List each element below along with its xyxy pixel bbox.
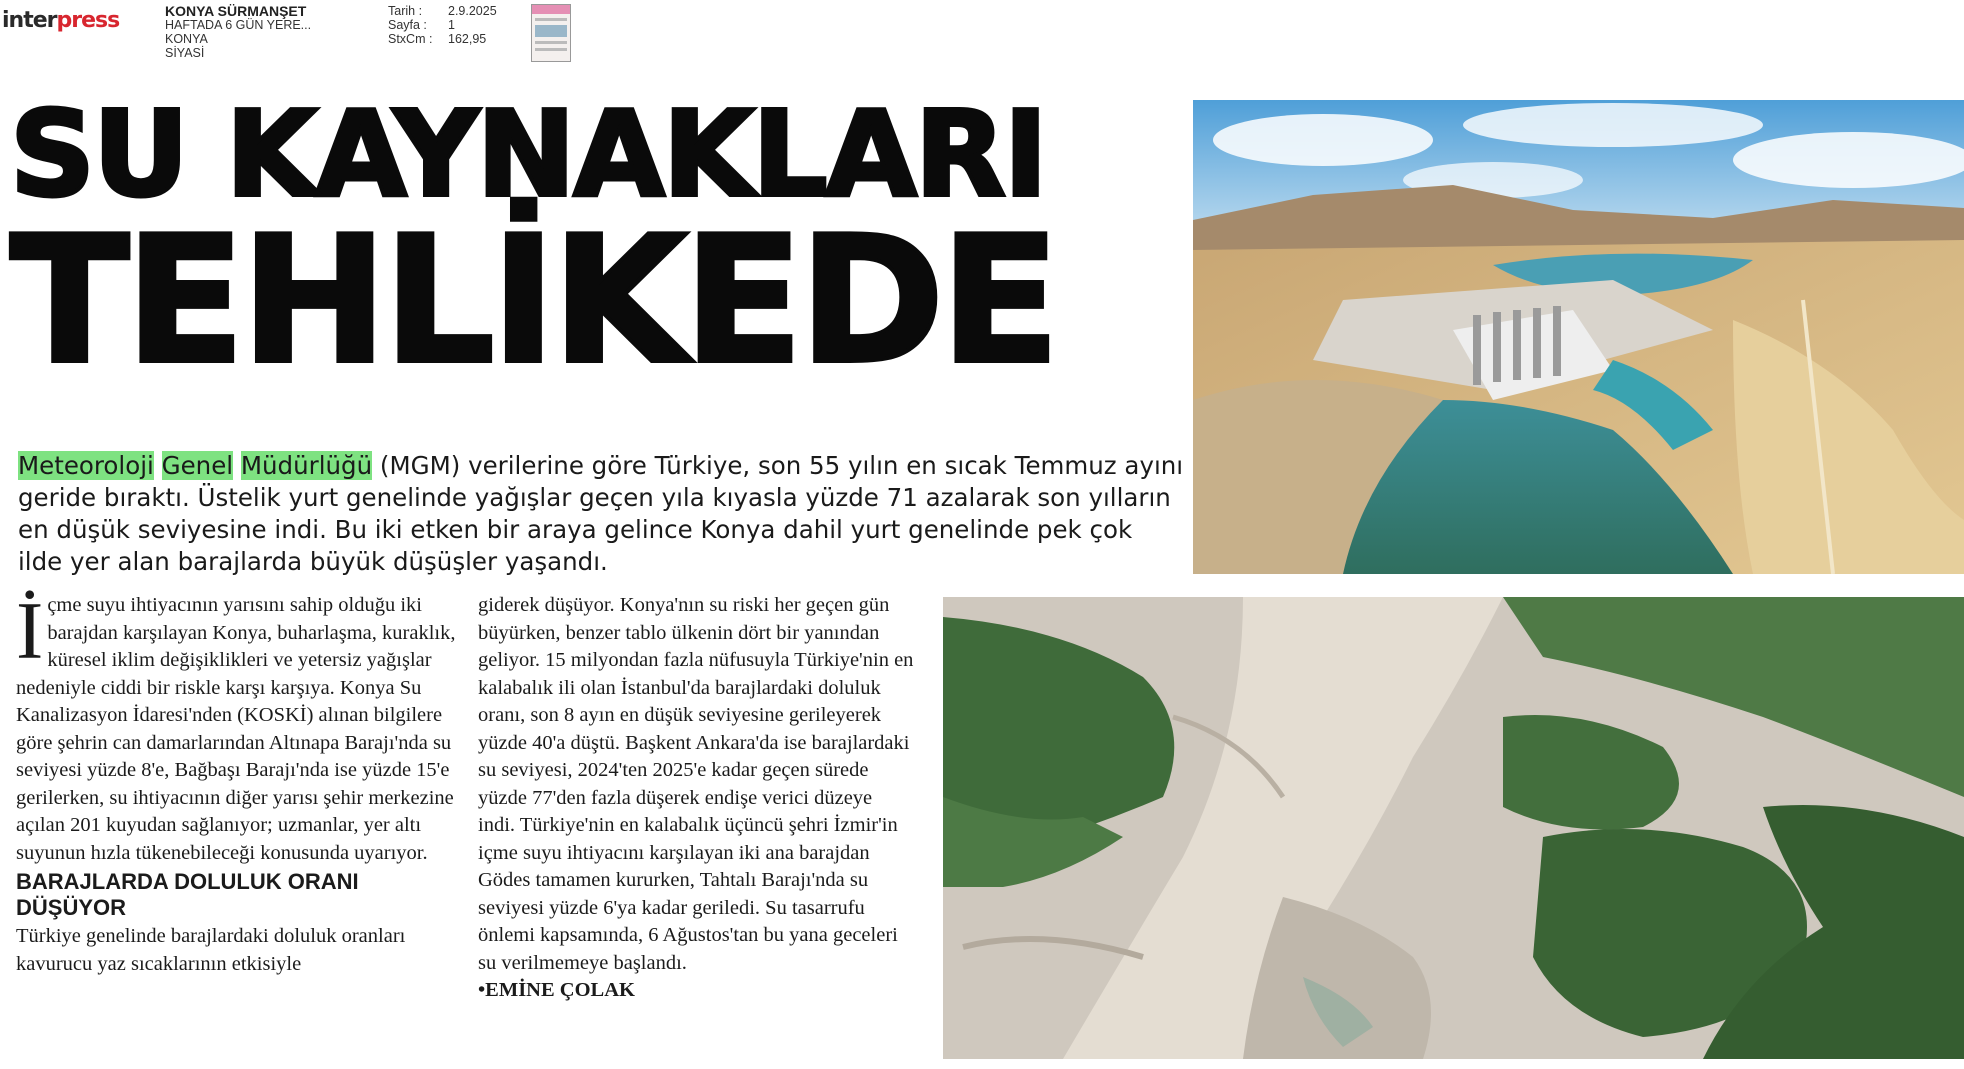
date-label: Tarih : — [388, 4, 423, 18]
source-info — [165, 4, 311, 60]
article-paragraph: Türkiye genelinde barajlardaki doluluk oranları kavurucu yaz sıcaklarının etkisiyle — [16, 925, 406, 975]
thumbnail-line — [535, 41, 567, 44]
date-value: 2.9.2025 — [448, 4, 497, 18]
page-value: 1 — [448, 18, 455, 32]
reservoir-photo-illustration — [943, 597, 1964, 1059]
article-paragraph: giderek düşüyor. Konya'nın su riski her geçen gün büyürken, benzer tablo ülkenin dört bir yanından geliyor. 15 milyondan fazla nüfusuyla Türkiye'nin en kalabalık ili olan İstanbul'da barajlardaki doluluk oranı, son 8 ayın en düşük seviyesine gerileyerek yüzde 40'a düştü. Başkent Ankara'da ise barajlardaki su seviyesi, 2024'ten 2025'e kadar geçen sürede yüzde 77'den fazla düşerek endişe verici düzeye indi. Türkiye'nin en kalabalık üçüncü şehri İzmir'in içme suyu ihtiyacını karşılayan iki ana barajdan Gödes tamamen kururken, Tahtalı Barajı'nda su seviyesi yüzde 6'ya kadar geriledi. Su tasarrufu önlemi kapsamında, 6 Ağustos'tan bu yana geceleri su verilmemeye başlandı. — [478, 594, 914, 974]
article-subheading: BARAJLARDA DOLULUK ORANI DÜŞÜYOR — [16, 869, 359, 920]
article-column-1 — [16, 585, 456, 978]
thumbnail-image — [535, 25, 567, 37]
dried-reservoir-photo — [943, 597, 1964, 1059]
article-column-2 — [478, 592, 914, 1005]
interpress-logo — [2, 8, 119, 33]
dam-photo-illustration — [1193, 100, 1964, 574]
logo-part-inter: inter — [2, 8, 57, 33]
headline-line-2: TEHLİKEDE — [10, 200, 1056, 403]
publication-frequency: HAFTADA 6 GÜN YERE... — [165, 18, 312, 32]
dam-aerial-photo — [1193, 100, 1964, 574]
stxcm-value: 162,95 — [448, 32, 487, 46]
lead-paragraph — [18, 450, 1184, 578]
highlight-word: Meteoroloji — [18, 451, 154, 480]
publication-category: SİYASİ — [165, 46, 205, 60]
logo-part-press: press — [56, 8, 120, 33]
article-paragraph: çme suyu ihtiyacının yarısını sahip olduğu iki barajdan karşılayan Konya, buharlaşma, kuraklık, küresel iklim değişiklikleri ve yetersiz yağışlar nedeniyle ciddi bir riskle karşı karşıya. Konya Su Kanalizasyon İdaresi'nden (KOSKİ) alınan bilgilere göre şehrin can damarlarından Altınapa Barajı'nda su seviyesi yüzde 8'e, Bağbaşı Barajı'nda ise yüzde 15'e gerilerken, su ihtiyacının diğer yarısı şehir merkezine açılan 201 kuyudan sağlanıyor; uzmanlar, yer altı suyunun hızla tükenebileceği konusunda uyarıyor. — [16, 594, 456, 864]
headline — [10, 85, 1170, 403]
headline-line-1: SU KAYNAKLARI — [10, 85, 1046, 223]
page-label: Sayfa : — [388, 18, 427, 32]
thumbnail-masthead — [532, 5, 570, 14]
clip-meta — [388, 4, 497, 46]
page-thumbnail[interactable] — [531, 4, 571, 62]
highlight-word: Müdürlüğü — [240, 451, 373, 480]
highlight-word: Genel — [161, 451, 234, 480]
drop-cap: İ — [16, 585, 44, 676]
stxcm-label: StxCm : — [388, 32, 433, 46]
lead-text: (MGM) verilerine göre Türkiye, son 55 yılın en sıcak Temmuz ayını geride bıraktı. Üstelik yurt genelinde yağışlar geçen yıla kıyasla yüzde 71 azalarak son yılların en düşük seviyesine indi. Bu iki etken bir araya gelince Konya dahil yurt genelinde pek çok ilde yer alan barajlarda büyük düşüşler yaşandı. — [18, 451, 1184, 576]
publication-city: KONYA — [165, 32, 208, 46]
author-byline: •EMİNE ÇOLAK — [478, 979, 635, 1001]
thumbnail-line — [535, 48, 567, 51]
thumbnail-line — [535, 18, 567, 21]
publication-name: KONYA SÜRMANŞET — [165, 3, 307, 19]
